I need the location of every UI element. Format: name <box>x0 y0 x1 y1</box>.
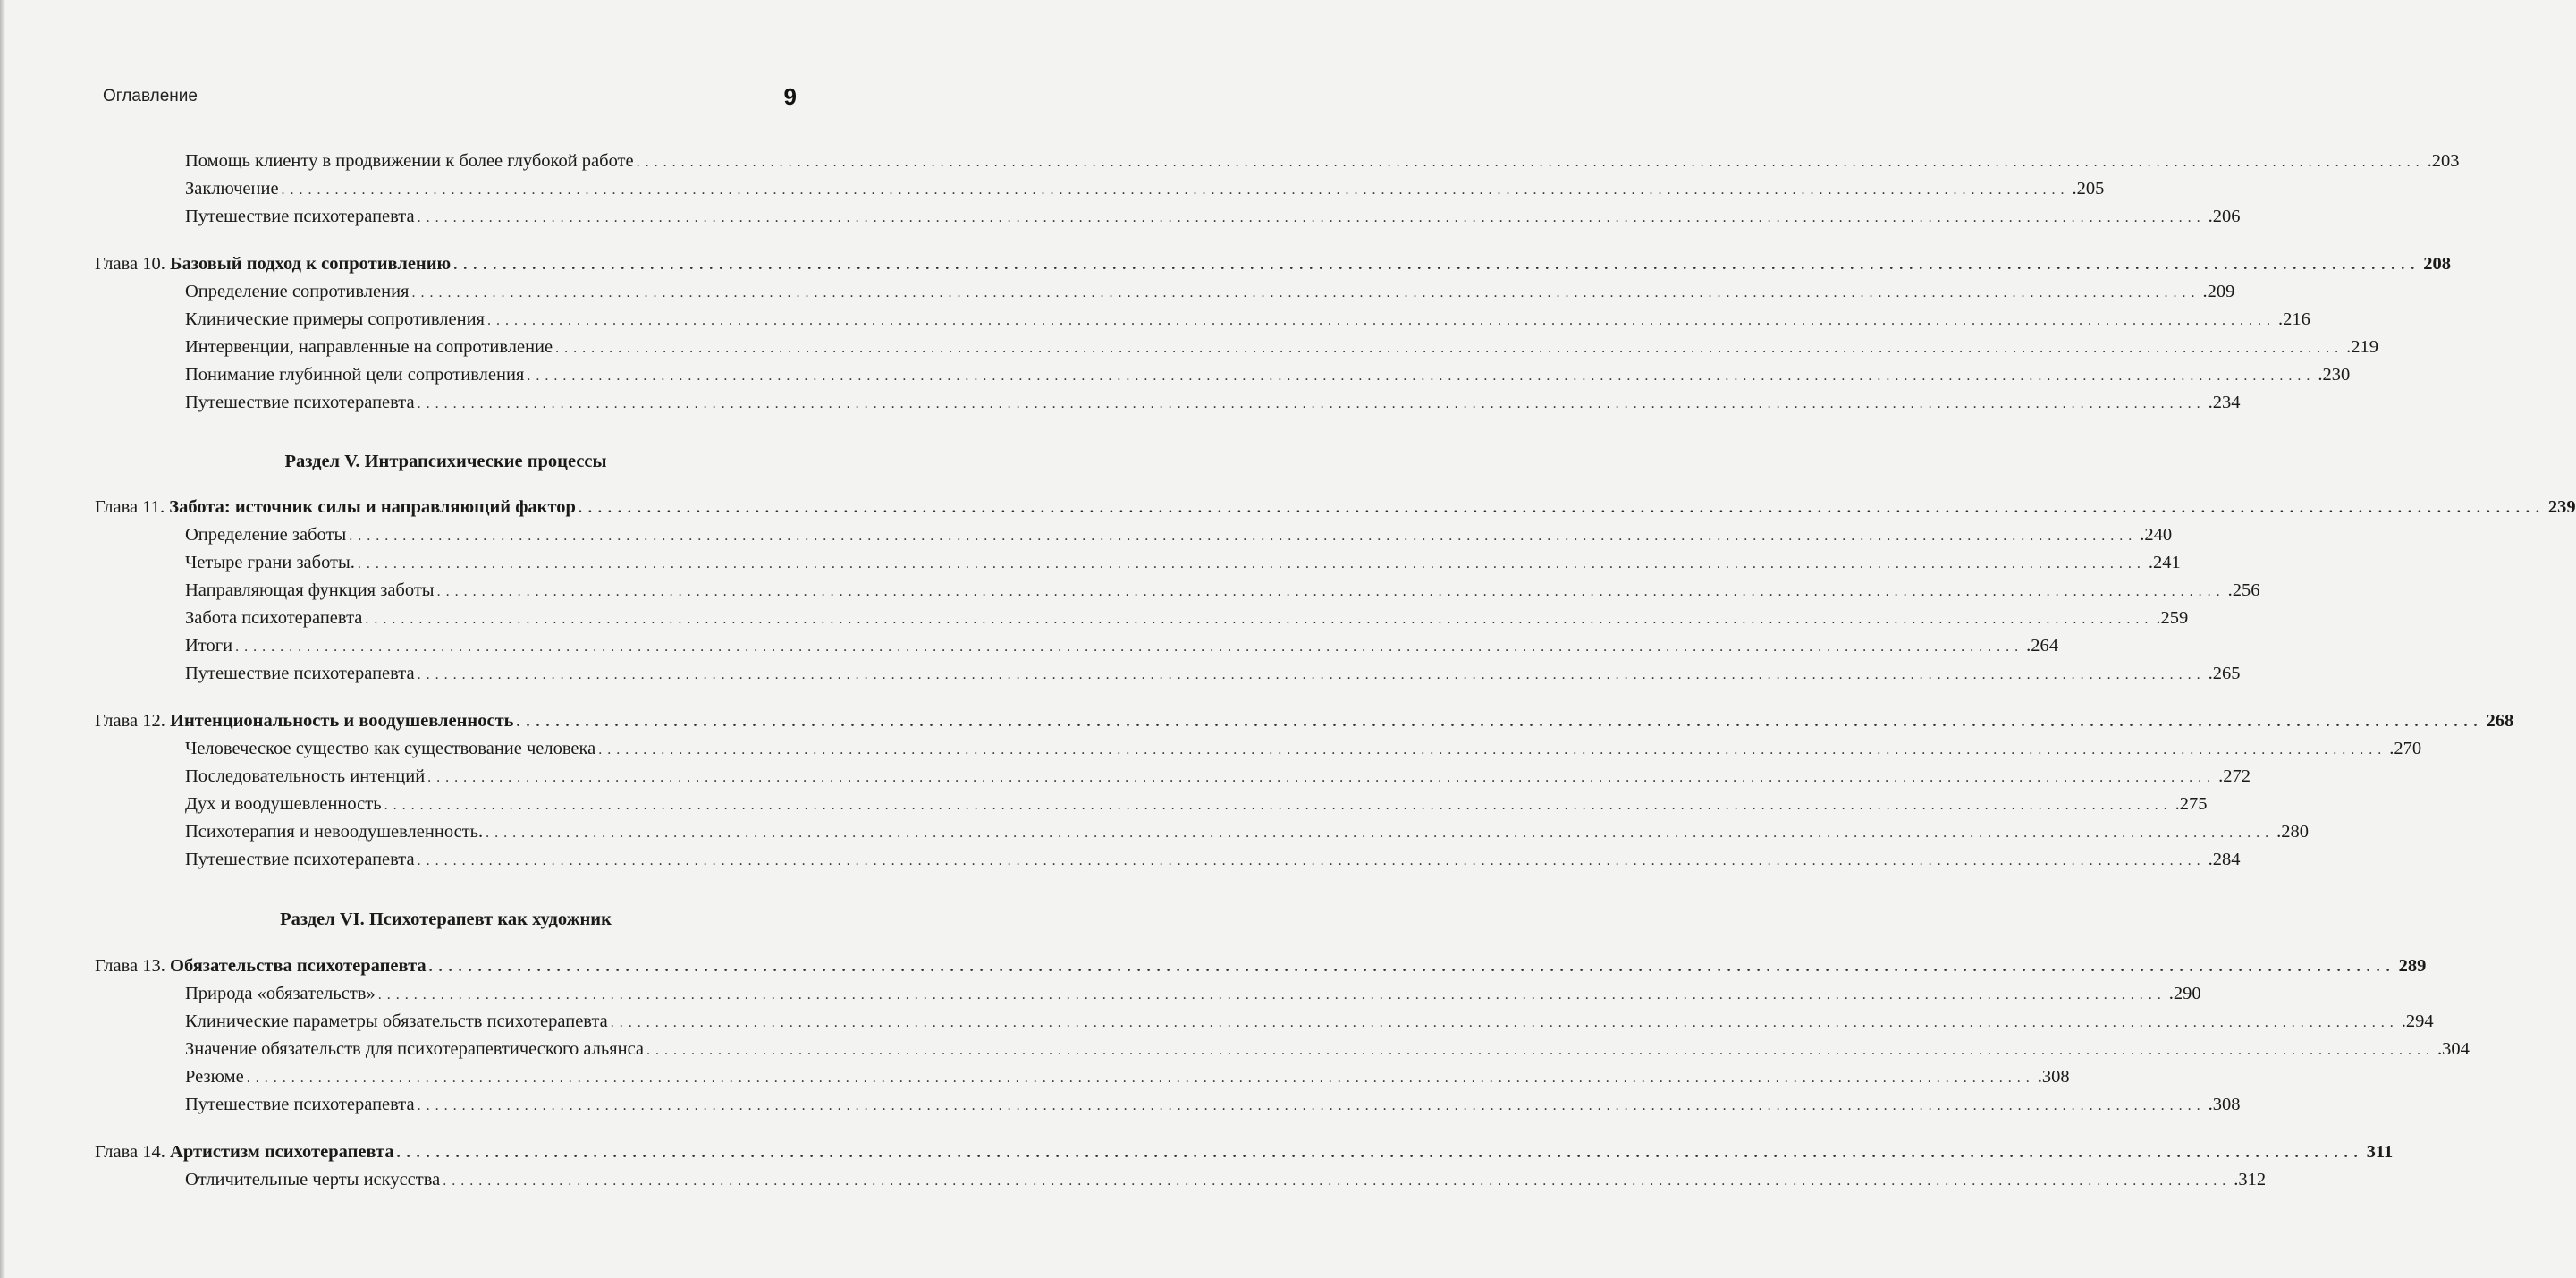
leader-dots: ........................................................................................................................................................................................................ <box>417 1098 2206 1113</box>
toc-entry[interactable]: Заключение ........................................................................................................................................................................................................ .205 <box>185 176 797 201</box>
leader-dots: ........................................................................................................................................................................................................ <box>598 742 2387 757</box>
toc-page: .259 <box>2156 608 2189 628</box>
toc-chapter[interactable] <box>95 708 2514 733</box>
chapter-label: Глава 12. <box>95 711 165 731</box>
leader-dots: ........................................................................................................................................................................................................ <box>646 1043 2436 1058</box>
toc-entry[interactable]: Четыре грани заботы. ........................................................................................................................................................................................................ .241 <box>185 550 797 575</box>
toc-entry[interactable]: Забота психотерапевта ........................................................................................................................................................................................................ .259 <box>185 605 797 631</box>
toc-page: .203 <box>2427 151 2460 171</box>
toc-page: .308 <box>2208 1095 2241 1114</box>
leader-dots: ........................................................................................................................................................................................................ <box>246 1071 2035 1086</box>
chapter-label: Глава 13. <box>95 956 165 976</box>
leader-dots: ........................................................................................................................................................................................................ <box>487 313 2276 328</box>
leader-dots: ........................................................................................................................................................................................................ <box>578 501 2546 516</box>
toc-page: .206 <box>2208 207 2241 226</box>
toc-entry[interactable]: Путешествие психотерапевта ........................................................................................................................................................................................................ .265 <box>185 661 797 686</box>
toc-entry[interactable]: Дух и воодушевленность ........................................................................................................................................................................................................ .275 <box>185 791 797 817</box>
section-heading: Раздел VI. Психотерапевт как художник <box>280 910 612 929</box>
toc-chapter[interactable] <box>95 251 2451 276</box>
toc-page: .209 <box>2202 282 2235 301</box>
page-edge-shadow <box>0 0 5 1278</box>
leader-dots: ........................................................................................................................................................................................................ <box>377 987 2166 1003</box>
running-head-title: Оглавление <box>103 87 198 106</box>
toc-entry[interactable]: Путешествие психотерапевта ........................................................................................................................................................................................................ .206 <box>185 204 797 229</box>
leader-dots: ........................................................................................................................................................................................................ <box>384 798 2173 813</box>
leader-dots: ........................................................................................................................................................................................................ <box>281 182 2070 198</box>
toc-entry[interactable]: Итоги ........................................................................................................................................................................................................ .264 <box>185 633 797 658</box>
leader-dots: ........................................................................................................................................................................................................ <box>516 715 2484 730</box>
leader-dots: ........................................................................................................................................................................................................ <box>417 853 2206 868</box>
chapter-title: Обязательства психотерапевта <box>170 956 427 976</box>
toc-entry[interactable]: Психотерапия и невоодушевленность. ........................................................................................................................................................................................................ .280 <box>185 819 797 844</box>
page-number: 9 <box>783 82 797 110</box>
toc-page: .219 <box>2346 337 2378 357</box>
leader-dots: ........................................................................................................................................................................................................ <box>365 612 2154 627</box>
chapter-label: Глава 10. <box>95 254 165 274</box>
toc-page: .280 <box>2276 822 2309 842</box>
toc-page: .284 <box>2208 850 2241 869</box>
toc-page: .241 <box>2148 553 2181 572</box>
leader-dots: ........................................................................................................................................................................................................ <box>443 1173 2232 1189</box>
toc-entry[interactable]: Клинические примеры сопротивления ........................................................................................................................................................................................................ .216 <box>185 307 797 332</box>
toc-entry[interactable]: Значение обязательств для психотерапевтического альянса ........................................................................................................................................................................................................ .304 <box>185 1037 797 1062</box>
toc-entry[interactable]: Помощь клиенту в продвижении к более глубокой работе ........................................................................................................................................................................................................ .203 <box>185 148 797 174</box>
leader-dots: ........................................................................................................................................................................................................ <box>486 825 2275 841</box>
leader-dots: ........................................................................................................................................................................................................ <box>396 1146 2364 1161</box>
toc-entry[interactable]: Путешествие психотерапевта ........................................................................................................................................................................................................ .284 <box>185 847 797 872</box>
chapter-title: Артистизм психотерапевта <box>170 1142 394 1162</box>
toc-chapter[interactable] <box>95 1139 2394 1164</box>
toc-entry[interactable]: Клинические параметры обязательств психотерапевта ........................................................................................................................................................................................................ .294 <box>185 1009 797 1034</box>
leader-dots: ........................................................................................................................................................................................................ <box>428 960 2396 975</box>
leader-dots: ........................................................................................................................................................................................................ <box>417 667 2206 682</box>
toc-page: .265 <box>2208 664 2241 683</box>
toc-entry[interactable]: Путешествие психотерапевта ........................................................................................................................................................................................................ .234 <box>185 390 797 415</box>
toc-page: 268 <box>2486 711 2514 731</box>
toc-entry[interactable]: Природа «обязательств» ........................................................................................................................................................................................................ .290 <box>185 981 797 1006</box>
toc-page: .264 <box>2026 636 2058 656</box>
leader-dots: ........................................................................................................................................................................................................ <box>417 210 2206 225</box>
toc-entry[interactable]: Интервенции, направленные на сопротивление ........................................................................................................................................................................................................ .219 <box>185 334 797 360</box>
toc-page: .275 <box>2175 794 2208 814</box>
leader-dots: ........................................................................................................................................................................................................ <box>417 396 2206 411</box>
toc-page: .230 <box>2318 365 2351 385</box>
toc-page: .308 <box>2037 1067 2070 1087</box>
toc-page: .205 <box>2072 179 2105 199</box>
toc-entry[interactable]: Определение сопротивления ........................................................................................................................................................................................................ .209 <box>185 279 797 304</box>
toc-entry[interactable]: Человеческое существо как существование человека ........................................................................................................................................................................................................ .270 <box>185 736 797 761</box>
running-head <box>103 82 797 111</box>
toc-page: .272 <box>2218 766 2251 786</box>
toc-page: .270 <box>2389 739 2422 758</box>
toc-entry[interactable]: Резюме ........................................................................................................................................................................................................ .308 <box>185 1064 797 1089</box>
toc-page: .290 <box>2168 984 2201 1003</box>
toc-page: 289 <box>2398 956 2427 976</box>
toc-page: .256 <box>2227 580 2260 600</box>
section-heading: Раздел V. Интрапсихические процессы <box>284 452 607 471</box>
toc-entry[interactable]: Направляющая функция заботы ........................................................................................................................................................................................................ .256 <box>185 578 797 603</box>
chapter-title: Базовый подход к сопротивлению <box>170 254 452 274</box>
leader-dots: ........................................................................................................................................................................................................ <box>411 285 2200 300</box>
toc-page: .216 <box>2278 309 2310 329</box>
leader-dots: ........................................................................................................................................................................................................ <box>235 639 2024 655</box>
chapter-label: Глава 14. <box>95 1142 165 1162</box>
leader-dots: ........................................................................................................................................................................................................ <box>453 258 2421 273</box>
toc-page: 208 <box>2423 254 2451 274</box>
chapter-label: Глава 11. <box>95 497 165 517</box>
toc-page: .304 <box>2437 1039 2470 1059</box>
toc-page: .294 <box>2401 1011 2434 1031</box>
toc-page: .312 <box>2234 1170 2267 1189</box>
toc-page: 311 <box>2366 1142 2394 1162</box>
toc-entry[interactable]: Последовательность интенций ........................................................................................................................................................................................................ .272 <box>185 764 797 789</box>
chapter-title: Интенциональность и воодушевленность <box>170 711 514 731</box>
toc-page: .234 <box>2208 393 2241 412</box>
leader-dots: ........................................................................................................................................................................................................ <box>436 584 2225 599</box>
toc-entry[interactable]: Путешествие психотерапевта ........................................................................................................................................................................................................ .308 <box>185 1092 797 1117</box>
toc-entry[interactable]: Понимание глубинной цели сопротивления ........................................................................................................................................................................................................ .230 <box>185 362 797 387</box>
leader-dots: ........................................................................................................................................................................................................ <box>610 1015 2399 1030</box>
toc-page: .240 <box>2140 525 2173 545</box>
leader-dots: ........................................................................................................................................................................................................ <box>527 368 2316 384</box>
chapter-title: Забота: источник силы и направляющий фактор <box>169 497 576 517</box>
leader-dots: ........................................................................................................................................................................................................ <box>427 770 2217 785</box>
toc-chapter[interactable] <box>95 953 2427 978</box>
leader-dots: ........................................................................................................................................................................................................ <box>349 529 2138 544</box>
toc-entry[interactable]: Отличительные черты искусства ........................................................................................................................................................................................................ .312 <box>185 1167 797 1192</box>
leader-dots: ........................................................................................................................................................................................................ <box>555 341 2344 356</box>
toc-entry[interactable]: Определение заботы ........................................................................................................................................................................................................ .240 <box>185 522 797 547</box>
toc-chapter[interactable] <box>95 495 2576 520</box>
leader-dots: ........................................................................................................................................................................................................ <box>636 155 2425 170</box>
leader-dots: ........................................................................................................................................................................................................ <box>357 556 2146 571</box>
toc-page: 239 <box>2547 497 2576 517</box>
